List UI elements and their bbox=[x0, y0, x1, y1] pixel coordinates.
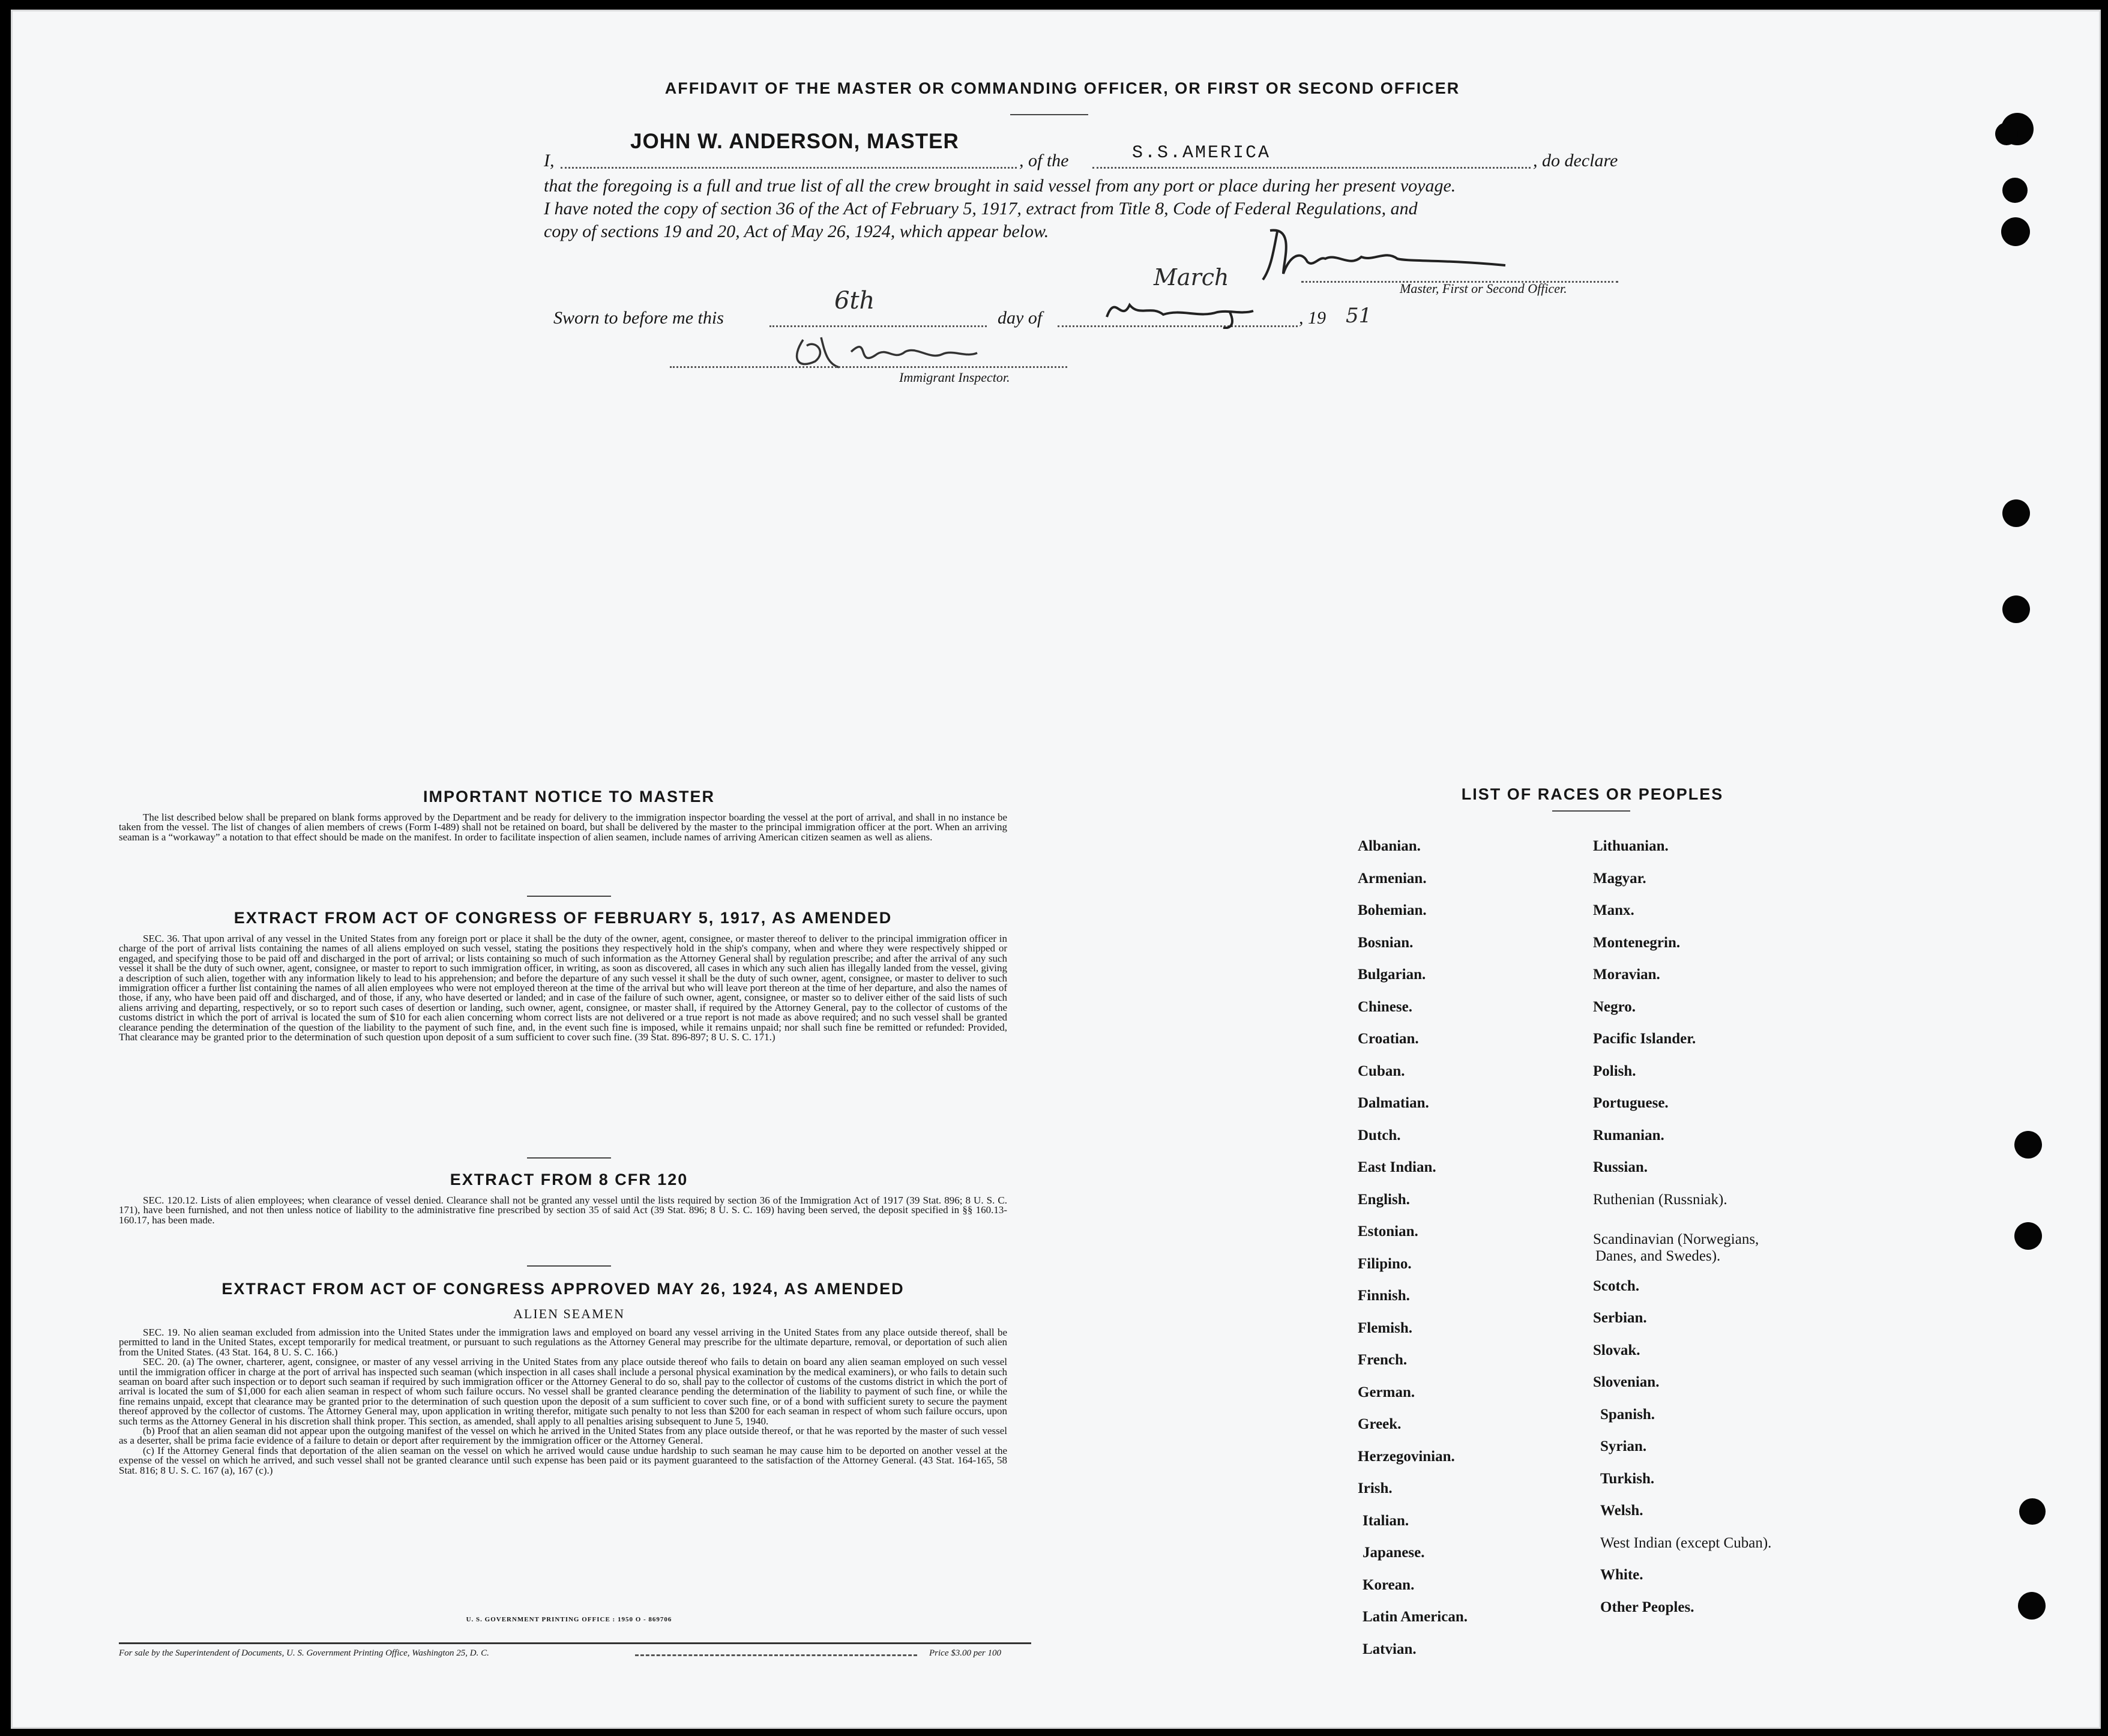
race-item: Danes, and Swedes). bbox=[1595, 1247, 1721, 1264]
race-item: Moravian. bbox=[1593, 966, 1660, 983]
printing-office-line: U. S. GOVERNMENT PRINTING OFFICE : 1950 O - 869706 bbox=[466, 1616, 672, 1623]
section-20c-paragraph: (c) If the Attorney General finds that deportation of the alien seaman on the vessel on which he arrived would cause undue hardship to such seaman he may cause him to be deported on another vessel at the expense of the vessel on which he arrived, and such vessel shall not be granted clearance until such expense has been paid or its payment guaranteed to the satisfaction of the Attorney General. (43 Stat. 164-165, 58 Stat. 816; 8 U. S. C. 167 (a), 167 (c).) bbox=[119, 1444, 1007, 1476]
race-item: Other Peoples. bbox=[1600, 1599, 1694, 1615]
race-item: Chinese. bbox=[1358, 998, 1412, 1015]
race-item: German. bbox=[1358, 1384, 1415, 1400]
notice-paragraph: The list described below shall be prepared on blank forms approved by the Department and be ready for delivery to the immigration inspector boarding the vessel at the port of arrival, and shall in no instance be taken from the vessel. The list of changes of alien members of crews (Form I-489) shall not be retained on board, but shall be delivered by the master to the principal immigration officer at the port. When an arriving seaman is a “workaway” a notation to that effect should be made on the manifest. In order to facilitate inspection of alien seamen, include names of arriving American citizen seamen as well as aliens. bbox=[119, 812, 1007, 843]
race-item: Dutch. bbox=[1358, 1127, 1401, 1144]
extract-1917-body bbox=[119, 934, 1007, 1042]
race-item: Bohemian. bbox=[1358, 902, 1427, 918]
race-item: English. bbox=[1358, 1191, 1410, 1208]
race-item: Latvian. bbox=[1363, 1641, 1417, 1657]
section-rule bbox=[527, 1157, 611, 1159]
races-title-rule bbox=[1552, 810, 1630, 812]
binder-hole bbox=[2014, 1222, 2042, 1250]
year-suffix: 51 bbox=[1346, 304, 1372, 328]
race-item: White. bbox=[1600, 1567, 1643, 1583]
binder-hole bbox=[2002, 595, 2030, 623]
race-item: Croatian. bbox=[1358, 1031, 1419, 1047]
section-20b-paragraph: (b) Proof that an alien seaman did not appear upon the outgoing manifest of the vessel on which he arrived in the United States from any place outside thereof, or that he was reported by the master of such vessel as a deserter, shall be prima facie evidence of a failure to detain or deport after requirement by the immigration officer or the Attorney General. bbox=[119, 1425, 1007, 1447]
section-19-paragraph: SEC. 19. No alien seaman excluded from admission into the United States under the immigration laws and employed on board any vessel arriving in the United States from any place outside thereof, shall be permitted to land in the United States, except temporarily for medical treatment, or pursuant to such regulations as the Attorney General may prescribe for the ultimate departure, removal, or deportation of such alien from the United States. (43 Stat. 164, 8 U. S. C. 166.) bbox=[119, 1327, 1007, 1358]
race-item: Scandinavian (Norwegians, bbox=[1593, 1231, 1759, 1247]
extract-1917-title: EXTRACT FROM ACT OF CONGRESS OF FEBRUARY 5, 1917, AS AMENDED bbox=[233, 909, 893, 927]
race-item: Latin American. bbox=[1363, 1609, 1468, 1625]
race-item: Polish. bbox=[1593, 1062, 1636, 1079]
inspector-caption: Immigrant Inspector. bbox=[899, 370, 1010, 385]
race-item: Syrian. bbox=[1600, 1438, 1647, 1454]
section-rule bbox=[527, 1265, 611, 1267]
declaration-line-1: that the foregoing is a full and true list of all the crew brought in said vessel from any port or place during her present voyage. bbox=[544, 176, 1456, 196]
extract-1924-body bbox=[119, 1328, 1007, 1475]
title-rule bbox=[1010, 114, 1088, 115]
race-item: Portuguese. bbox=[1593, 1095, 1669, 1111]
race-item: Pacific Islander. bbox=[1593, 1031, 1696, 1047]
race-item: Irish. bbox=[1358, 1480, 1393, 1496]
year-prefix: , 19 bbox=[1299, 308, 1326, 328]
race-item: Rumanian. bbox=[1593, 1127, 1664, 1144]
race-item: Spanish. bbox=[1600, 1406, 1655, 1423]
i-label: I, bbox=[544, 151, 555, 170]
race-item: Bulgarian. bbox=[1358, 966, 1426, 983]
race-item: Slovenian. bbox=[1593, 1374, 1660, 1390]
race-item: Bosnian. bbox=[1358, 934, 1414, 951]
binder-hole bbox=[2019, 1498, 2046, 1525]
struck-month bbox=[1103, 287, 1259, 329]
vessel-name: S.S.AMERICA bbox=[1132, 143, 1271, 163]
binder-hole bbox=[2014, 1131, 2042, 1159]
binder-hole bbox=[1995, 122, 2018, 145]
race-item: Manx. bbox=[1593, 902, 1634, 918]
binder-hole bbox=[2001, 217, 2030, 246]
section-20a-paragraph: SEC. 20. (a) The owner, charterer, agent, consignee, or master of any vessel arriving in the United States from any place outside thereof who fails to detain on board any alien seaman employed on such vessel until the immigration officer in charge at the port of arrival has inspected such seaman (which inspection in all cases shall include a personal physical examination by the medical examiners), or who fails to detain such seaman on board after such inspection or to deport such seaman if required by such immigration officer or the Attorney General to do so, shall pay to the collector of customs of the customs district in which the port of arrival is located the sum of $1,000 for each alien seaman in respect of whom such failure occurs. No vessel shall be granted clearance pending the determination of the liability to payment of such fine, or while the fine remains unpaid, except that clearance may be granted prior to the determination of such question upon the deposit of a sum sufficient to cover such fine, or of a bond with sufficient surety to secure the payment thereof approved by the collector of customs. The Attorney General may, upon application in writing therefor, mitigate such penalty to not less than $200 for each seaman in respect of whom such failure occurs, upon such terms as the Attorney General in his discretion shall think proper. This section, as amended, shall apply to all penalties arising subsequent to June 5, 1940. bbox=[119, 1356, 1007, 1427]
race-item: Lithuanian. bbox=[1593, 838, 1669, 854]
race-item: Cuban. bbox=[1358, 1062, 1405, 1079]
race-item: East Indian. bbox=[1358, 1159, 1436, 1175]
inspector-signature-line bbox=[670, 366, 1067, 368]
of-the-label: , of the bbox=[1019, 151, 1069, 170]
document-page bbox=[11, 10, 2101, 1729]
race-item: Russian. bbox=[1593, 1159, 1648, 1175]
races-title: LIST OF RACES OR PEOPLES bbox=[1461, 785, 1724, 803]
declaration-line-3: copy of sections 19 and 20, Act of May 26, 1924, which appear below. bbox=[544, 222, 1049, 241]
race-item: Finnish. bbox=[1358, 1288, 1410, 1304]
race-item: West Indian (except Cuban). bbox=[1600, 1534, 1772, 1551]
footer-dashes bbox=[635, 1654, 917, 1656]
binder-hole bbox=[2018, 1592, 2046, 1620]
notice-body bbox=[119, 813, 1007, 842]
officer-name-line bbox=[561, 167, 1017, 169]
race-item: Korean. bbox=[1363, 1576, 1415, 1593]
extract-1924-title: EXTRACT FROM ACT OF CONGRESS APPROVED MAY 26, 1924, AS AMENDED bbox=[221, 1280, 905, 1298]
race-item: Welsh. bbox=[1600, 1502, 1643, 1519]
alien-seamen-subtitle: ALIEN SEAMEN bbox=[513, 1306, 625, 1321]
race-item: Greek. bbox=[1358, 1416, 1402, 1432]
race-item: Serbian. bbox=[1593, 1310, 1647, 1326]
notice-title: IMPORTANT NOTICE TO MASTER bbox=[423, 788, 715, 806]
price-notice: Price $3.00 per 100 bbox=[929, 1648, 1001, 1658]
extract-8cfr-body bbox=[119, 1196, 1007, 1225]
race-item: Italian. bbox=[1363, 1512, 1409, 1529]
race-item: Japanese. bbox=[1363, 1545, 1425, 1561]
sworn-day-line bbox=[769, 325, 987, 327]
officer-name: JOHN W. ANDERSON, MASTER bbox=[630, 130, 959, 153]
for-sale-notice: For sale by the Superintendent of Documents, U. S. Government Printing Office, Washington 25, D. C. bbox=[119, 1648, 489, 1658]
month-handwritten: March bbox=[1154, 264, 1229, 291]
sworn-label: Sworn to before me this bbox=[553, 308, 724, 328]
race-item: Filipino. bbox=[1358, 1255, 1412, 1272]
section-rule bbox=[527, 896, 611, 897]
race-item: Herzegovinian. bbox=[1358, 1448, 1455, 1465]
race-item: Montenegrin. bbox=[1593, 934, 1681, 951]
race-item: Estonian. bbox=[1358, 1223, 1418, 1240]
declaration-line-2: I have noted the copy of section 36 of the Act of February 5, 1917, extract from Title 8, Code of Federal Regulations, and bbox=[544, 199, 1418, 219]
footer-rule bbox=[119, 1642, 1031, 1644]
race-item: Magyar. bbox=[1593, 870, 1646, 887]
do-declare-label: , do declare bbox=[1533, 151, 1618, 170]
affidavit-title: AFFIDAVIT OF THE MASTER OR COMMANDING OFFICER, OR FIRST OR SECOND OFFICER bbox=[664, 79, 1460, 97]
race-item: Slovak. bbox=[1593, 1342, 1640, 1358]
sworn-day: 6th bbox=[834, 287, 875, 315]
race-item: Flemish. bbox=[1358, 1319, 1412, 1336]
officer-caption: Master, First or Second Officer. bbox=[1400, 281, 1567, 296]
binder-hole bbox=[2002, 178, 2028, 203]
day-of-label: day of bbox=[998, 308, 1043, 328]
race-item: Negro. bbox=[1593, 998, 1636, 1015]
race-item: Scotch. bbox=[1593, 1277, 1640, 1294]
extract-8cfr-title: EXTRACT FROM 8 CFR 120 bbox=[450, 1171, 688, 1189]
race-item: Dalmatian. bbox=[1358, 1095, 1429, 1111]
race-item: Ruthenian (Russniak). bbox=[1593, 1191, 1727, 1208]
vessel-name-line bbox=[1092, 167, 1531, 169]
race-item: French. bbox=[1358, 1352, 1408, 1368]
race-item: Armenian. bbox=[1358, 870, 1427, 887]
inspector-signature bbox=[785, 328, 983, 376]
race-item: Albanian. bbox=[1358, 838, 1421, 854]
section-120-12-paragraph: SEC. 120.12. Lists of alien employees; when clearance of vessel denied. Clearance shall not be granted any vessel until the lists required by section 36 of the Immigration Act of 1917 (39 Stat. 896; 8 U. S. C. 171), have been furnished, and not then unless notice of liability to the administrative fine prescribed by section 35 of said Act (39 Stat. 896; 8 U. S. C. 169) having been served, the deposit specified in §§ 160.13-160.17, has been made. bbox=[119, 1195, 1007, 1226]
race-item: Turkish. bbox=[1600, 1470, 1655, 1487]
binder-hole bbox=[2002, 499, 2030, 527]
section-36-paragraph: SEC. 36. That upon arrival of any vessel in the United States from any foreign port or place it shall be the duty of the owner, agent, consignee, or master thereof to deliver to the principal immigration officer in charge of the port of arrival lists containing the names of all aliens employed on such vessel, stating the positions they respectively hold in the ship's company, when and where they were respectively shipped or engaged, and specifying those to be paid off and discharged in the port of arrival; or lists containing so much of such information as the Attorney General shall by regulation prescribe; and after the arrival of any such vessel it shall be the duty of such owner, agent, consignee, or master to report to such immigration officer, in writing, as soon as discovered, all cases in which any such alien has illegally landed from the vessel, giving a description of such alien, together with any information likely to lead to his apprehension; and before the departure of any such vessel it shall be the duty of such owner, agent, consignee, or master to deliver to such immigration officer a further list containing the names of all alien employees who were not employed thereon at the time of the arrival but who will leave port thereon at the time of her departure, and also the names of those, if any, who have been paid off and discharged, and of those, if any, who have deserted or landed; and in case of the failure of such owner, agent, consignee, or master so to deliver either of the said lists of such aliens arriving and departing, respectively, or so to report such cases of desertion or landing, such owner, agent, consignee, or master shall, if required by the Attorney General, pay to the collector of customs of the customs district in which the port of arrival is located the sum of $10 for each alien concerning whom correct lists are not delivered or a true report is not made as above required; and no such vessel shall be granted clearance pending the determination of the question of the liability to the payment of such fine, and, in the event such fine is imposed, while it remains unpaid; nor shall such fine be remitted or refunded: Provided, That clearance may be granted prior to the determination of such question upon deposit of a sum sufficient to cover such fine. (39 Stat. 896-897; 8 U. S. C. 171.) bbox=[119, 933, 1007, 1043]
